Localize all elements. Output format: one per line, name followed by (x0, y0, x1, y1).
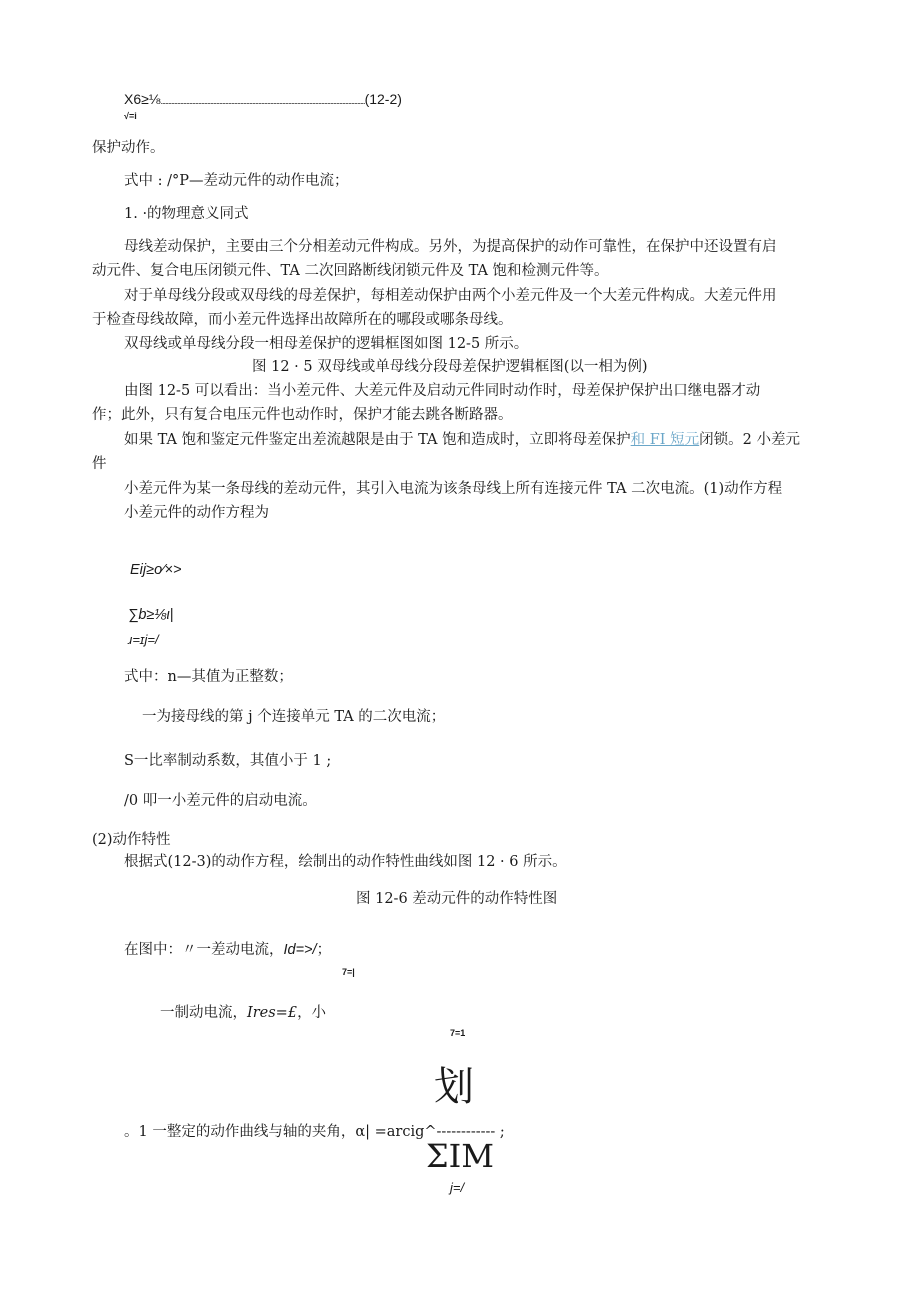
paragraph-line: 根据式(12-3)的动作方程，绘制出的动作特性曲线如图 12 · 6 所示。 (124, 854, 567, 870)
definition-line: /0 叩一小差元件的启动电流。 (124, 793, 317, 809)
paragraph-line: 小差元件的动作方程为 (124, 505, 269, 521)
figure-caption: 图 12-6 差动元件的动作特性图 (356, 891, 558, 907)
paragraph-text: 如果 TA 饱和鉴定元件鉴定出差流越限是由于 TA 饱和造成时，立即将母差保护 (124, 432, 631, 448)
paragraph-line: 于检查母线故障，而小差元件选择出故障所在的哪段或哪条母线。 (92, 312, 513, 328)
formula-expr: Id=>/ (283, 942, 317, 958)
section-heading: (2)动作特性 (92, 832, 171, 848)
formula-dots: ........................................................................................................................................ (160, 96, 365, 106)
sum-subscript: j=/ (450, 1180, 465, 1195)
formula-text: ； (316, 942, 332, 958)
paragraph-line (124, 430, 800, 450)
inline-link[interactable]: 和 FI 短元 (630, 432, 700, 448)
formula-12-2 (124, 89, 402, 111)
paragraph-line: 小差元件为某一条母线的差动元件，其引入电流为该条母线上所有连接元件 TA 二次电流。(1)动作方程 (124, 481, 783, 497)
paragraph-line: 作；此外，只有复合电压元件也动作时，保护才能去跳各断路器。 (92, 407, 513, 423)
text-line: 式中 : /°P—差动元件的动作电流； (124, 173, 349, 189)
formula-lhs: X6≥⅛ (124, 91, 161, 107)
formula-subscript: 7=1 (450, 1028, 466, 1038)
definition-line: 一为接母线的第 j 个连接单元 TA 的二次电流； (142, 709, 446, 725)
paragraph-line: 由图 12-5 可以看出：当小差元件、大差元件及启动元件同时动作时，母差保护保护出口继电器才动 (124, 383, 761, 399)
paragraph-line: 双母线或单母线分段一相母差保护的逻辑框图如图 12-5 所示。 (124, 336, 529, 352)
definition-line: 式中：n—其值为正整数； (124, 669, 293, 685)
formula-text: 在图中：〃一差动电流， (124, 942, 284, 958)
formula-line (124, 940, 331, 960)
equation-line: ɹ=ɪj=/ (128, 632, 159, 647)
equation-line: ∑b≥⅛ι| (128, 607, 174, 623)
equation-number: (12-2) (364, 91, 402, 107)
formula-text: ，小 (297, 1005, 327, 1021)
large-glyph: 划 (434, 1064, 474, 1110)
paragraph-line: 件 (92, 456, 107, 472)
formula-subscript: √=i (124, 111, 137, 121)
figure-caption: 图 12 · 5 双母线或单母线分段母差保护逻辑框图(以一相为例) (252, 359, 648, 375)
text-line: 1. ·的物理意义同式 (124, 206, 249, 222)
definition-line: S一比率制动系数，其值小于 1 ; (124, 753, 332, 769)
equation-line: Eij≥o⁄×> (130, 562, 182, 578)
text-line: 保护动作。 (92, 140, 165, 156)
paragraph-line: 动元件、复合电压闭锁元件、TA 二次回路断线闭锁元件及 TA 饱和检测元件等。 (92, 263, 609, 279)
formula-line (160, 1003, 326, 1023)
formula-expr: Ires=£ (247, 1005, 298, 1021)
paragraph-text: 闭锁。2 小差元 (699, 432, 800, 448)
paragraph-line: 母线差动保护，主要由三个分相差动元件构成。另外，为提高保护的动作可靠性，在保护中还设置有启 (124, 239, 777, 255)
paragraph-line: 对于单母线分段或双母线的母差保护，每相差动保护由两个小差元件及一个大差元件构成。大差元件用 (124, 288, 777, 304)
formula-subscript: 7=| (342, 967, 355, 977)
formula-line: 。1 一整定的动作曲线与轴的夹角，α| =arcig^------------ ; (124, 1124, 505, 1140)
sum-expression: ΣIM (426, 1137, 495, 1175)
formula-text: 一制动电流， (160, 1005, 247, 1021)
